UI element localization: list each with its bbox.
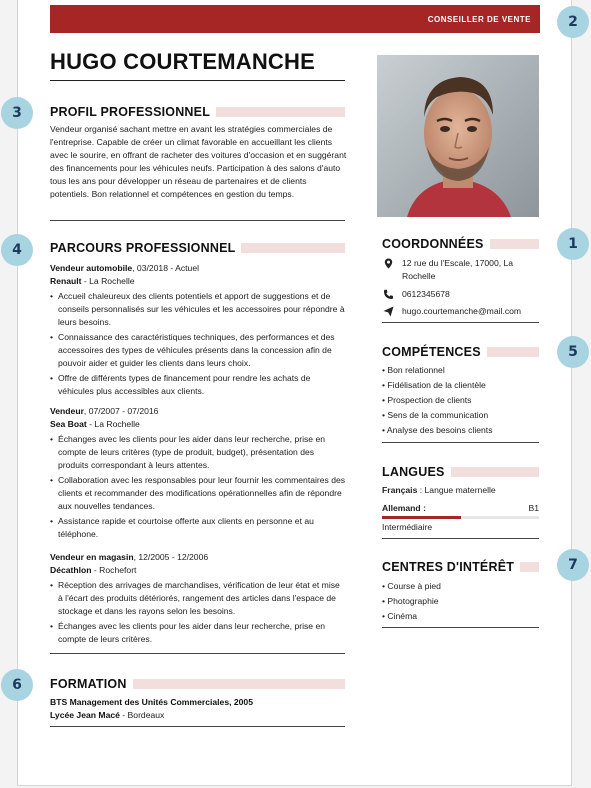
divider: [50, 220, 345, 221]
job-entry: [50, 551, 346, 648]
divider: [382, 538, 539, 539]
list-item: • Sens de la communication: [382, 410, 489, 420]
list-item: • Analyse des besoins clients: [382, 425, 493, 435]
title-accent-bar: [487, 347, 539, 357]
list-item: • Bon relationnel: [382, 365, 445, 375]
language-second: Allemand : B1: [382, 503, 539, 513]
annotation-badge-4: 4: [1, 234, 33, 266]
title-accent-bar: [490, 239, 539, 249]
language-level-text: Intermédiaire: [382, 522, 433, 532]
phone-icon: [382, 288, 394, 301]
list-item: • Cinéma: [382, 611, 418, 621]
annotation-badge-7: 7: [557, 549, 589, 581]
divider: [50, 80, 345, 81]
annotation-badge-2: 2: [557, 6, 589, 38]
job-bullets: [50, 290, 346, 397]
list-item: • Photographie: [382, 596, 439, 606]
education-section-title: FORMATION: [50, 677, 345, 691]
contact-section-title: COORDONNÉES: [382, 237, 539, 251]
job-heading: Vendeur automobile, 03/2018 - Actuel: [50, 263, 200, 273]
candidate-name: HUGO COURTEMANCHE: [50, 49, 315, 74]
job-entry: [50, 262, 346, 400]
annotation-badge-3: 3: [1, 97, 33, 129]
school: Lycée Jean Macé - Bordeaux: [50, 710, 165, 721]
list-item: • Échanges avec les clients pour les aider dans leur recherche, prise en compte de leurs critères.: [50, 620, 346, 646]
contact-phone: 0612345678: [382, 288, 450, 301]
annotation-badge-6: 6: [1, 669, 33, 701]
title-accent-bar: [216, 107, 345, 117]
title-accent-bar: [451, 467, 539, 477]
job-title: CONSEILLER DE VENTE: [427, 15, 531, 24]
list-item: • Collaboration avec les responsables pour leur fournir les commentaires des clients et recommander des modifications opérationnelles afin de répondre aux nouvelles tendances.: [50, 474, 346, 513]
divider: [50, 726, 345, 727]
list-item: • Accueil chaleureux des clients potentiels et apport de suggestions et de conseils personnalisés sur les véhicules et les accessoires pour répondre à leurs besoins.: [50, 290, 346, 329]
location-pin-icon: [382, 257, 394, 283]
list-item: • Assistance rapide et courtoise offerte aux clients en personne et au téléphone.: [50, 515, 346, 541]
skills-section-title: COMPÉTENCES: [382, 345, 539, 359]
divider: [50, 653, 345, 654]
job-heading: Vendeur en magasin, 12/2005 - 12/2006: [50, 552, 209, 562]
experience-section-title: PARCOURS PROFESSIONNEL: [50, 241, 345, 255]
job-bullets: [50, 579, 346, 646]
list-item: • Course à pied: [382, 581, 441, 591]
job-company: Renault - La Rochelle: [50, 276, 135, 287]
language-code: B1: [528, 503, 539, 513]
list-item: • Connaissance des caractéristiques techniques, des performances et des accessoires des types de véhicules présents dans la concession afin de pouvoir aider et guider les clients dans leurs choix.: [50, 331, 346, 370]
job-bullets: [50, 433, 346, 540]
education-entry: [50, 696, 346, 722]
job-entry: [50, 405, 346, 543]
list-item: • Offre de différents types de financement pour rendre les achats de véhicules plus accessibles aux clients.: [50, 372, 346, 398]
divider: [382, 322, 539, 323]
title-accent-bar: [241, 243, 345, 253]
profile-photo: [377, 55, 539, 217]
list-item: • Prospection de clients: [382, 395, 472, 405]
job-title-banner: [50, 5, 540, 33]
profile-text: Vendeur organisé sachant mettre en avant les stratégies commerciales de l'entreprise. Capable de créer un climat favorable en accueillant les clients avec le sourire, en offrant de racheter des voitures d'occasion et en suggérant des financements pour les véhicules neufs. Participation à des salons d'auto tous les ans pour développer un réseau de partenaires et de clients potentiels. Bon relationnel et compétences en gestion du temps.: [50, 124, 347, 200]
job-company: Décathlon - Rochefort: [50, 565, 137, 576]
annotation-badge-1: 1: [557, 228, 589, 260]
profile-section-title: PROFIL PROFESSIONNEL: [50, 105, 345, 119]
job-company: Sea Boat - La Rochelle: [50, 419, 140, 430]
contact-address: 12 rue du l'Escale, 17000, La Rochelle: [382, 257, 539, 283]
job-heading: Vendeur, 07/2007 - 07/2016: [50, 406, 159, 416]
language-native: Français : Langue maternelle: [382, 485, 496, 495]
list-item: • Réception des arrivages de marchandises, vérification de leur état et mise à l'écart des produits détériorés, rangement des articles dans l'espace de stockage et dans les rayons selon les besoins.: [50, 579, 346, 618]
language-level-fill: [382, 516, 461, 519]
list-item: • Échanges avec les clients pour les aider dans leur recherche, prise en compte de leurs critères (type de produit, budget), présentation des produits correspondant à leurs attentes.: [50, 433, 346, 472]
language-level-bar: [382, 516, 539, 519]
languages-section-title: LANGUES: [382, 465, 539, 479]
title-accent-bar: [520, 562, 539, 572]
contact-email: hugo.courtemanche@mail.com: [382, 305, 521, 318]
annotation-badge-5: 5: [557, 336, 589, 368]
title-accent-bar: [133, 679, 345, 689]
send-icon: [382, 305, 394, 318]
divider: [382, 442, 539, 443]
list-item: • Fidélisation de la clientèle: [382, 380, 486, 390]
degree: BTS Management des Unités Commerciales, 2005: [50, 697, 253, 707]
divider: [382, 627, 539, 628]
interests-section-title: CENTRES D'INTÉRÊT: [382, 560, 539, 574]
